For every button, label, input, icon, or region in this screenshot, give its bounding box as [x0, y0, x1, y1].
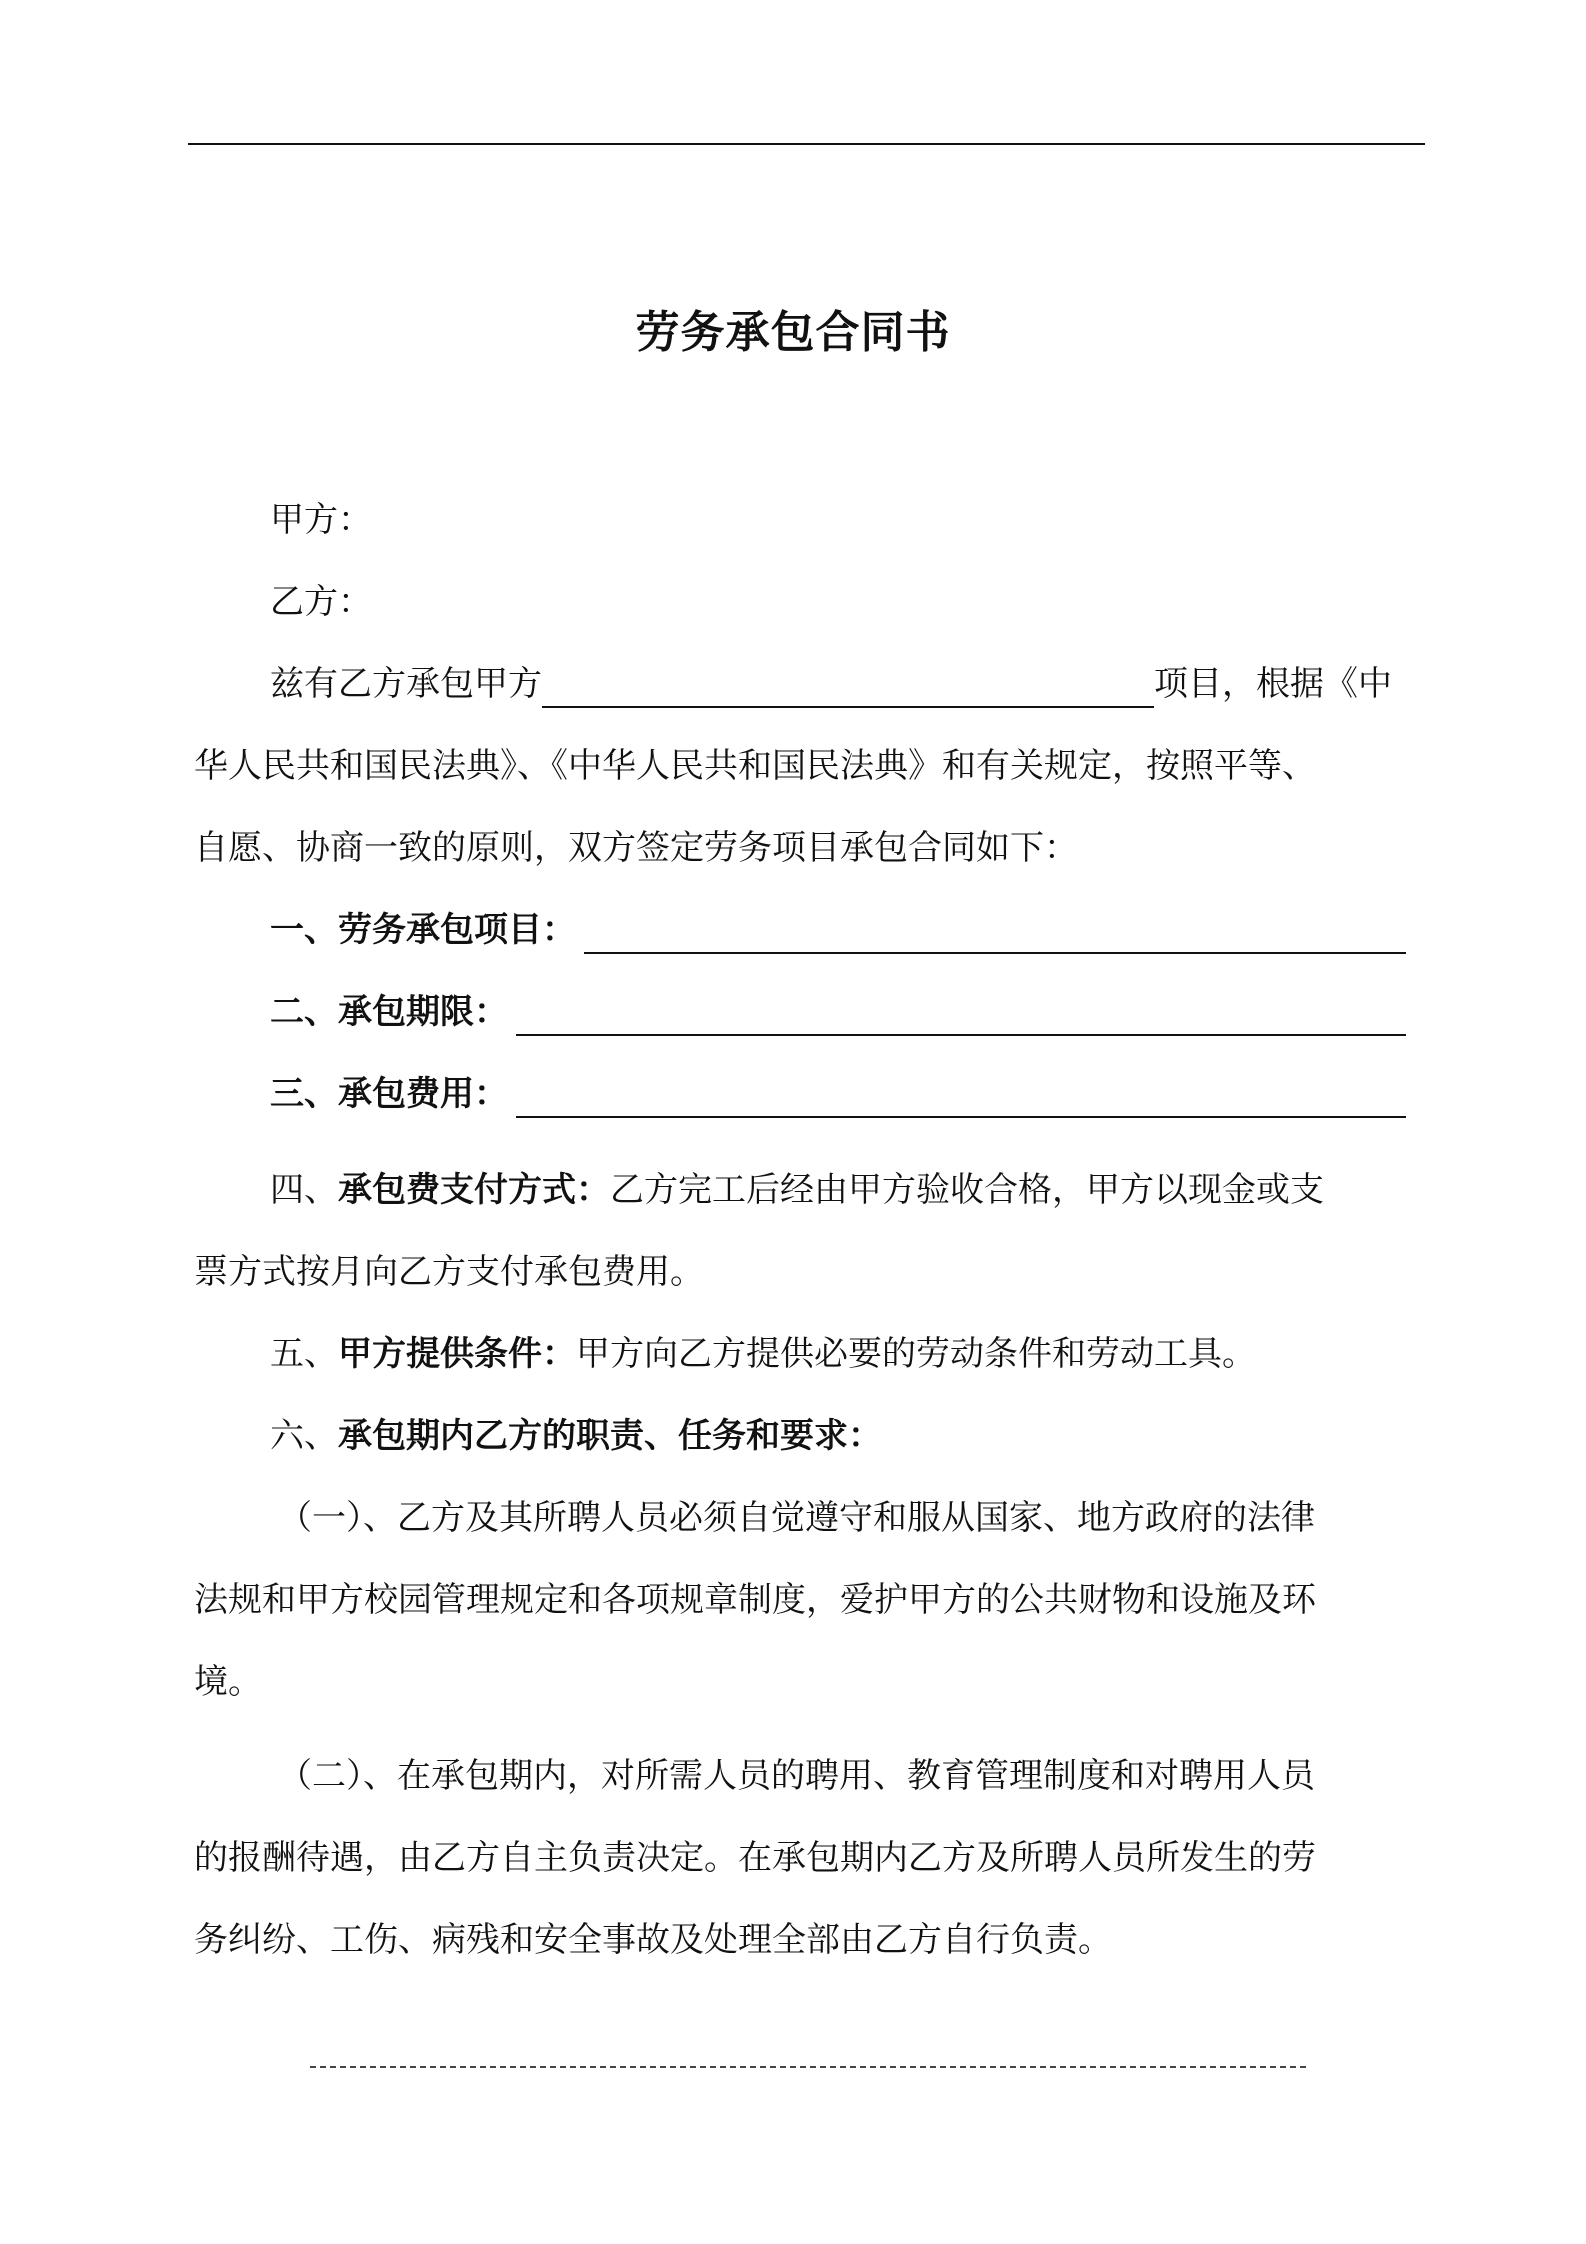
header-rule [188, 143, 1425, 145]
item-2-label: 二、承包期限： [270, 992, 508, 1032]
intro-suffix: 项目，根据《中 [1154, 664, 1392, 704]
project-name-blank[interactable] [542, 670, 1154, 708]
item-1 [270, 910, 1406, 950]
party-a-label: 甲方： [270, 500, 372, 540]
item-1-blank[interactable] [584, 916, 1406, 954]
document-title: 劳务承包合同书 [635, 307, 951, 358]
item-5-label: 甲方提供条件： [338, 1334, 576, 1374]
intro-line-3: 自愿、协商一致的原则，双方签定劳务项目承包合同如下： [194, 828, 1078, 868]
item-1-label: 一、劳务承包项目： [270, 910, 576, 950]
item-6-label: 承包期内乙方的职责、任务和要求： [338, 1416, 882, 1456]
item-2 [270, 992, 1406, 1032]
item-6 [270, 1416, 882, 1456]
sub-2-line-1: （二）、在承包期内，对所需人员的聘用、教育管理制度和对聘用人员 [278, 1756, 1315, 1796]
sub-2-line-3: 务纠纷、工伤、病残和安全事故及处理全部由乙方自行负责。 [194, 1920, 1112, 1960]
item-3-label: 三、承包费用： [270, 1074, 508, 1114]
sub-1-line-2: 法规和甲方校园管理规定和各项规章制度，爱护甲方的公共财物和设施及环 [194, 1580, 1316, 1620]
intro-line-1 [270, 664, 1392, 704]
party-b-label: 乙方： [270, 582, 372, 622]
item-5 [270, 1334, 1256, 1374]
footer-dashed-rule [310, 2066, 1306, 2068]
intro-line-2: 华人民共和国民法典》、《中华人民共和国民法典》和有关规定，按照平等、 [194, 746, 1316, 786]
sub-1-line-3: 境。 [194, 1662, 262, 1702]
item-2-blank[interactable] [516, 998, 1406, 1036]
sub-1-line-1: （一）、乙方及其所聘人员必须自觉遵守和服从国家、地方政府的法律 [278, 1498, 1315, 1538]
item-4-label: 承包费支付方式： [338, 1170, 610, 1210]
sub-2-line-2: 的报酬待遇，由乙方自主负责决定。在承包期内乙方及所聘人员所发生的劳 [194, 1838, 1316, 1878]
item-4 [270, 1170, 1324, 1210]
item-4-line-2: 票方式按月向乙方支付承包费用。 [194, 1252, 704, 1292]
item-5-text: 甲方向乙方提供必要的劳动条件和劳动工具。 [576, 1334, 1256, 1374]
item-4-num: 四、 [270, 1170, 338, 1210]
item-3 [270, 1074, 1406, 1114]
item-3-blank[interactable] [516, 1080, 1406, 1118]
intro-prefix: 兹有乙方承包甲方 [270, 664, 542, 704]
item-4-text: 乙方完工后经由甲方验收合格，甲方以现金或支 [610, 1170, 1324, 1210]
item-5-num: 五、 [270, 1334, 338, 1374]
item-6-num: 六、 [270, 1416, 338, 1456]
